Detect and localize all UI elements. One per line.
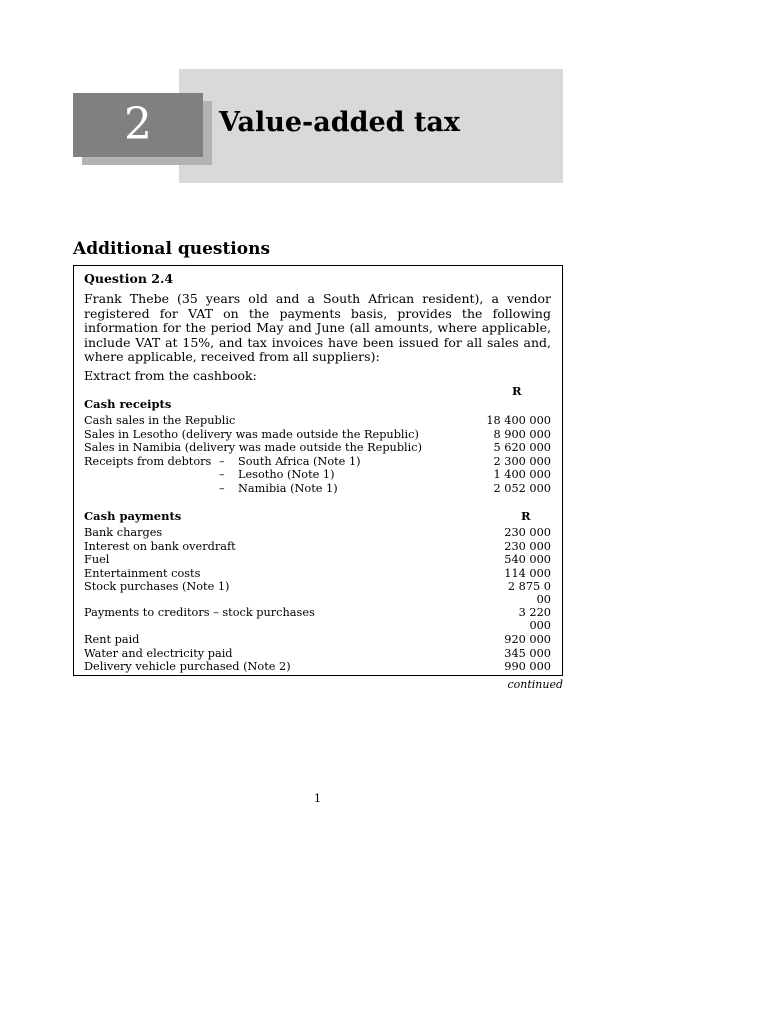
payment-label: Entertainment costs	[84, 566, 201, 580]
receipt-row	[84, 441, 551, 454]
payment-amount: 2 875 000	[507, 580, 551, 607]
payment-amount: 114 000	[504, 566, 551, 580]
receipt-sublabel: Lesotho (Note 1)	[238, 468, 335, 481]
page-number: 1	[314, 792, 321, 805]
payment-row	[84, 633, 551, 646]
payment-amount: 230 000	[504, 539, 551, 553]
receipt-row	[84, 414, 551, 427]
receipt-dash: –	[219, 468, 225, 481]
payment-amount: 345 000	[504, 646, 551, 660]
payment-row	[84, 660, 551, 673]
payment-amount: 540 000	[504, 553, 551, 566]
receipt-dash: –	[219, 454, 225, 468]
receipt-row	[84, 482, 551, 495]
receipt-row	[84, 468, 551, 481]
payment-row	[84, 567, 551, 580]
extract-label: Extract from the cashbook:	[84, 368, 257, 383]
payment-amount: 920 000	[504, 633, 551, 646]
payment-row	[84, 580, 551, 593]
receipt-label: Cash sales in the Republic	[84, 414, 236, 427]
chapter-number: 2	[73, 93, 203, 157]
receipt-row	[84, 428, 551, 441]
receipt-amount: 2 052 000	[493, 481, 551, 495]
receipt-amount: 8 900 000	[493, 427, 551, 441]
chapter-title: Value-added tax	[219, 107, 461, 138]
question-box	[73, 265, 563, 676]
payment-label: Delivery vehicle purchased (Note 2)	[84, 660, 291, 673]
payment-row	[84, 606, 551, 619]
payment-label: Payments to creditors – stock purchases	[84, 606, 315, 619]
section-title: Additional questions	[73, 239, 271, 259]
receipt-label: Receipts from debtors	[84, 454, 212, 468]
payment-label: Fuel	[84, 553, 110, 566]
payment-row	[84, 540, 551, 553]
payment-amount: 990 000	[504, 660, 551, 673]
receipt-amount: 2 300 000	[493, 454, 551, 468]
question-intro: Frank Thebe (35 years old and a South African resident), a vendor registered for VAT on the payments basis, provides the following information for the period May and June (all amounts, where applicable, include VAT at 15%, and tax invoices have been issued for all sales and, where applicable, received from all suppliers):	[84, 291, 551, 364]
receipts-currency-header: R	[512, 384, 522, 398]
receipt-amount: 1 400 000	[493, 468, 551, 481]
payment-row	[84, 647, 551, 660]
receipt-label: Sales in Lesotho (delivery was made outside the Republic)	[84, 427, 419, 441]
payment-row	[84, 526, 551, 539]
receipt-row	[84, 455, 551, 468]
payment-amount: 3 220 000	[518, 606, 551, 633]
payment-label: Rent paid	[84, 633, 140, 646]
payment-amount: 230 000	[504, 526, 551, 539]
receipt-dash: –	[219, 481, 225, 495]
payments-currency-header: R	[521, 509, 531, 523]
payment-label: Interest on bank overdraft	[84, 539, 236, 553]
receipt-sublabel: Namibia (Note 1)	[238, 481, 338, 495]
payments-heading: Cash payments	[84, 509, 182, 523]
receipt-sublabel: South Africa (Note 1)	[238, 454, 361, 468]
question-title: Question 2.4	[84, 271, 174, 286]
receipt-amount: 5 620 000	[493, 441, 551, 454]
continued-note: continued	[507, 678, 563, 691]
receipt-label: Sales in Namibia (delivery was made outside the Republic)	[84, 441, 423, 454]
receipt-amount: 18 400 000	[486, 414, 551, 427]
payment-label: Stock purchases (Note 1)	[84, 580, 230, 593]
payment-row	[84, 553, 551, 566]
payment-label: Bank charges	[84, 526, 163, 539]
receipts-heading: Cash receipts	[84, 397, 172, 411]
payment-label: Water and electricity paid	[84, 646, 233, 660]
